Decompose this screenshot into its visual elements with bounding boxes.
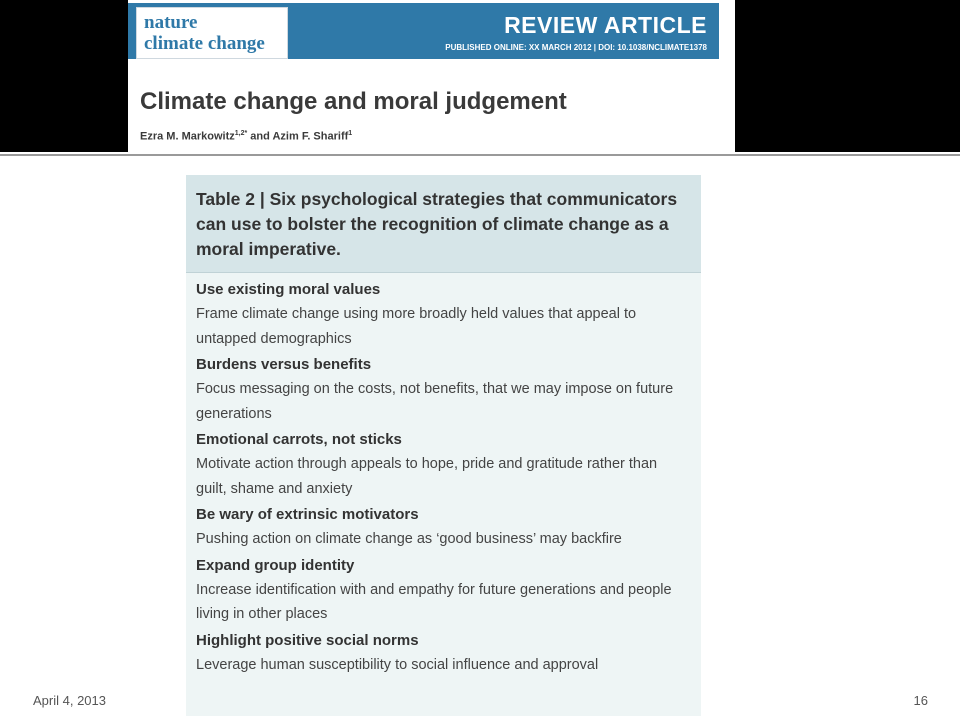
journal-logo-line-1: nature bbox=[144, 12, 198, 33]
author-1-name: Ezra M. Markowitz bbox=[140, 130, 235, 143]
slide-number: 16 bbox=[913, 693, 928, 708]
strategy-title: Expand group identity bbox=[196, 556, 355, 574]
table-row bbox=[196, 554, 691, 627]
table-caption: Table 2 | Six psychological strategies that communicators can use to bolster the recognition of climate change as a moral imperative. bbox=[196, 189, 678, 259]
table-row bbox=[196, 278, 691, 351]
journal-logo bbox=[136, 7, 288, 59]
article-type-label: REVIEW ARTICLE bbox=[504, 12, 707, 38]
table-row bbox=[196, 353, 691, 426]
table-row bbox=[196, 503, 691, 552]
table-row bbox=[196, 629, 691, 678]
slide-separator-line bbox=[0, 154, 960, 156]
journal-header-image bbox=[128, 0, 735, 152]
strategy-title: Burdens versus benefits bbox=[196, 356, 372, 373]
author-2-affiliation: 1 bbox=[348, 130, 353, 137]
strategy-description: Frame climate change using more broadly held values that appeal to untapped demographics bbox=[196, 306, 637, 347]
strategy-description: Focus messaging on the costs, not benefits, that we may impose on future generations bbox=[196, 381, 674, 422]
journal-header-bar bbox=[128, 3, 719, 59]
author-2-name: Azim F. Shariff bbox=[272, 130, 349, 143]
publication-info: PUBLISHED ONLINE: XX MARCH 2012 | DOI: 10.1038/NCLIMATE1378 bbox=[445, 43, 707, 52]
table-header bbox=[186, 175, 701, 273]
strategy-title: Highlight positive social norms bbox=[196, 631, 419, 649]
article-authors bbox=[140, 130, 352, 143]
strategy-description: Motivate action through appeals to hope, pride and gratitude rather than guilt, shame and anxiety bbox=[196, 456, 658, 497]
strategy-description: Pushing action on climate change as ‘good business’ may backfire bbox=[196, 531, 622, 547]
strategies-table bbox=[186, 175, 701, 716]
article-title: Climate change and moral judgement bbox=[140, 88, 567, 115]
strategy-description: Leverage human susceptibility to social influence and approval bbox=[196, 656, 599, 673]
strategy-title: Be wary of extrinsic motivators bbox=[196, 506, 419, 523]
strategy-title: Use existing moral values bbox=[196, 281, 381, 298]
strategy-description: Increase identification with and empathy for future generations and people living in other places bbox=[196, 581, 672, 622]
author-conjunction: and bbox=[247, 130, 273, 143]
strategy-title: Emotional carrots, not sticks bbox=[196, 431, 402, 448]
footer-date: April 4, 2013 bbox=[33, 693, 106, 708]
table-row bbox=[196, 428, 691, 501]
journal-logo-line-2: climate change bbox=[144, 33, 265, 54]
author-1-affiliation: 1,2* bbox=[234, 130, 248, 137]
table-body bbox=[186, 278, 701, 679]
